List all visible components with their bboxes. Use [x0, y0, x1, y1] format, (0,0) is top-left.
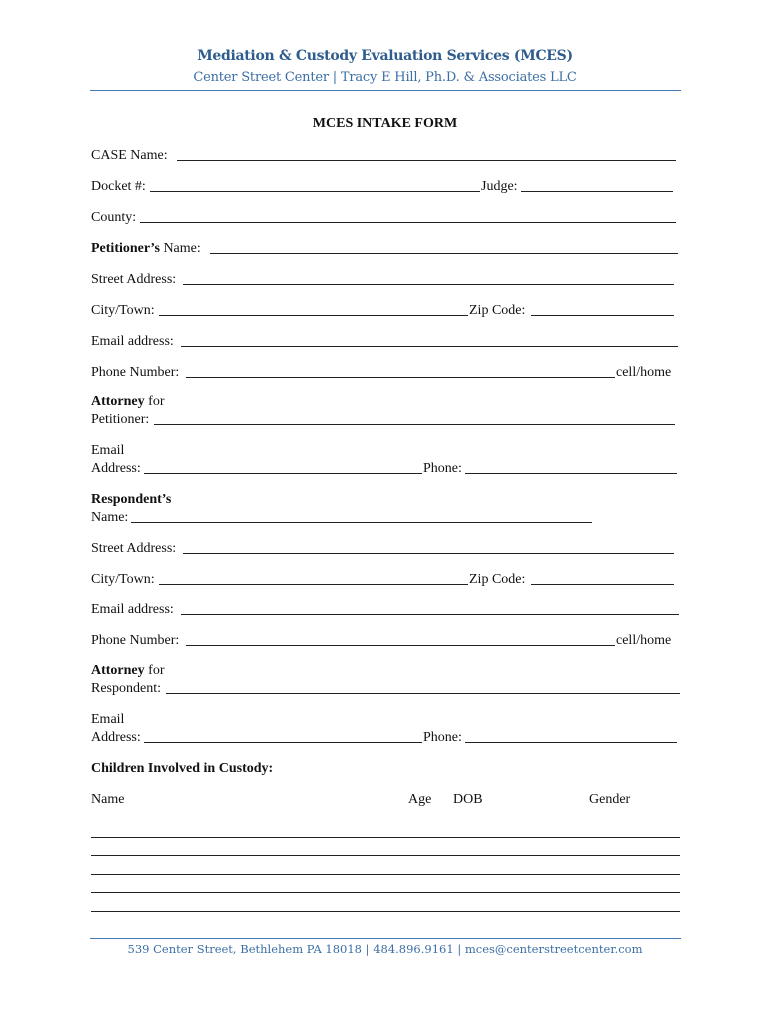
respondent-attorney-email-field[interactable] — [144, 742, 422, 743]
petitioner-name-field[interactable] — [210, 253, 678, 254]
respondent-attorney-label-2: Respondent: — [91, 681, 161, 696]
petitioner-email-label: Email address: — [91, 334, 174, 349]
footer-contact: 539 Center Street, Bethlehem PA 18018 | 484.896.9161 | mces@centerstreetcenter.com — [127, 942, 643, 956]
petitioner-city-field[interactable] — [159, 315, 468, 316]
judge-label: Judge: — [481, 179, 518, 194]
docket-label: Docket #: — [91, 179, 146, 194]
judge-field[interactable] — [521, 191, 673, 192]
petitioner-phone-field[interactable] — [186, 377, 615, 378]
petitioner-attorney-address-label: Address: — [91, 461, 141, 476]
petitioner-city-label: City/Town: — [91, 303, 155, 318]
respondent-name-label: Name: — [91, 510, 129, 525]
children-name-column: Name — [91, 792, 125, 807]
petitioner-attorney-email-label: Email — [91, 443, 125, 458]
respondent-email-label: Email address: — [91, 602, 174, 617]
respondent-attorney-phone-label: Phone: — [423, 730, 462, 745]
petitioner-attorney-phone-label: Phone: — [423, 461, 462, 476]
respondent-zip-label: Zip Code: — [469, 572, 526, 587]
petitioner-attorney-email-field[interactable] — [144, 473, 422, 474]
child-row-3[interactable] — [91, 874, 680, 875]
child-row-4[interactable] — [91, 892, 680, 893]
docket-field[interactable] — [150, 191, 480, 192]
respondent-attorney-label: Attorney for — [91, 663, 165, 678]
respondent-email-field[interactable] — [181, 614, 679, 615]
children-dob-column: DOB — [453, 792, 483, 807]
respondent-attorney-phone-field[interactable] — [465, 742, 677, 743]
child-row-2[interactable] — [91, 855, 680, 856]
petitioner-attorney-phone-field[interactable] — [465, 473, 677, 474]
children-age-column: Age — [408, 792, 432, 807]
petitioner-attorney-field[interactable] — [154, 424, 675, 425]
petitioner-zip-field[interactable] — [531, 315, 674, 316]
respondent-city-field[interactable] — [159, 584, 468, 585]
header-divider — [90, 90, 681, 91]
respondent-heading: Respondent’s — [91, 492, 172, 507]
petitioner-email-field[interactable] — [181, 346, 678, 347]
county-field[interactable] — [140, 222, 676, 223]
child-row-5[interactable] — [91, 911, 680, 912]
form-title: MCES INTAKE FORM — [312, 116, 458, 131]
respondent-name-field[interactable] — [131, 522, 592, 523]
petitioner-name-label: Petitioner’s Name: — [91, 241, 201, 256]
case-name-label: CASE Name: — [91, 148, 168, 163]
county-label: County: — [91, 210, 137, 225]
petitioner-street-field[interactable] — [183, 284, 674, 285]
petitioner-zip-label: Zip Code: — [469, 303, 526, 318]
respondent-attorney-field[interactable] — [166, 693, 680, 694]
respondent-city-label: City/Town: — [91, 572, 155, 587]
petitioner-attorney-label-2: Petitioner: — [91, 412, 150, 427]
respondent-cell-home-label: cell/home — [616, 633, 672, 648]
petitioner-cell-home-label: cell/home — [616, 365, 672, 380]
respondent-phone-field[interactable] — [186, 645, 615, 646]
footer-divider — [90, 938, 681, 939]
respondent-phone-label: Phone Number: — [91, 633, 180, 648]
children-heading: Children Involved in Custody: — [91, 761, 274, 776]
respondent-attorney-email-label: Email — [91, 712, 125, 727]
petitioner-phone-label: Phone Number: — [91, 365, 180, 380]
organization-subtitle: Center Street Center | Tracy E Hill, Ph.D. & Associates LLC — [193, 70, 577, 85]
petitioner-street-label: Street Address: — [91, 272, 177, 287]
respondent-zip-field[interactable] — [531, 584, 674, 585]
petitioner-attorney-label: Attorney for — [91, 394, 165, 409]
child-row-1[interactable] — [91, 837, 680, 838]
respondent-street-field[interactable] — [183, 553, 674, 554]
case-name-field[interactable] — [177, 160, 676, 161]
organization-title: Mediation & Custody Evaluation Services (MCES) — [197, 48, 573, 64]
children-gender-column: Gender — [589, 792, 631, 807]
respondent-street-label: Street Address: — [91, 541, 177, 556]
respondent-attorney-address-label: Address: — [91, 730, 141, 745]
